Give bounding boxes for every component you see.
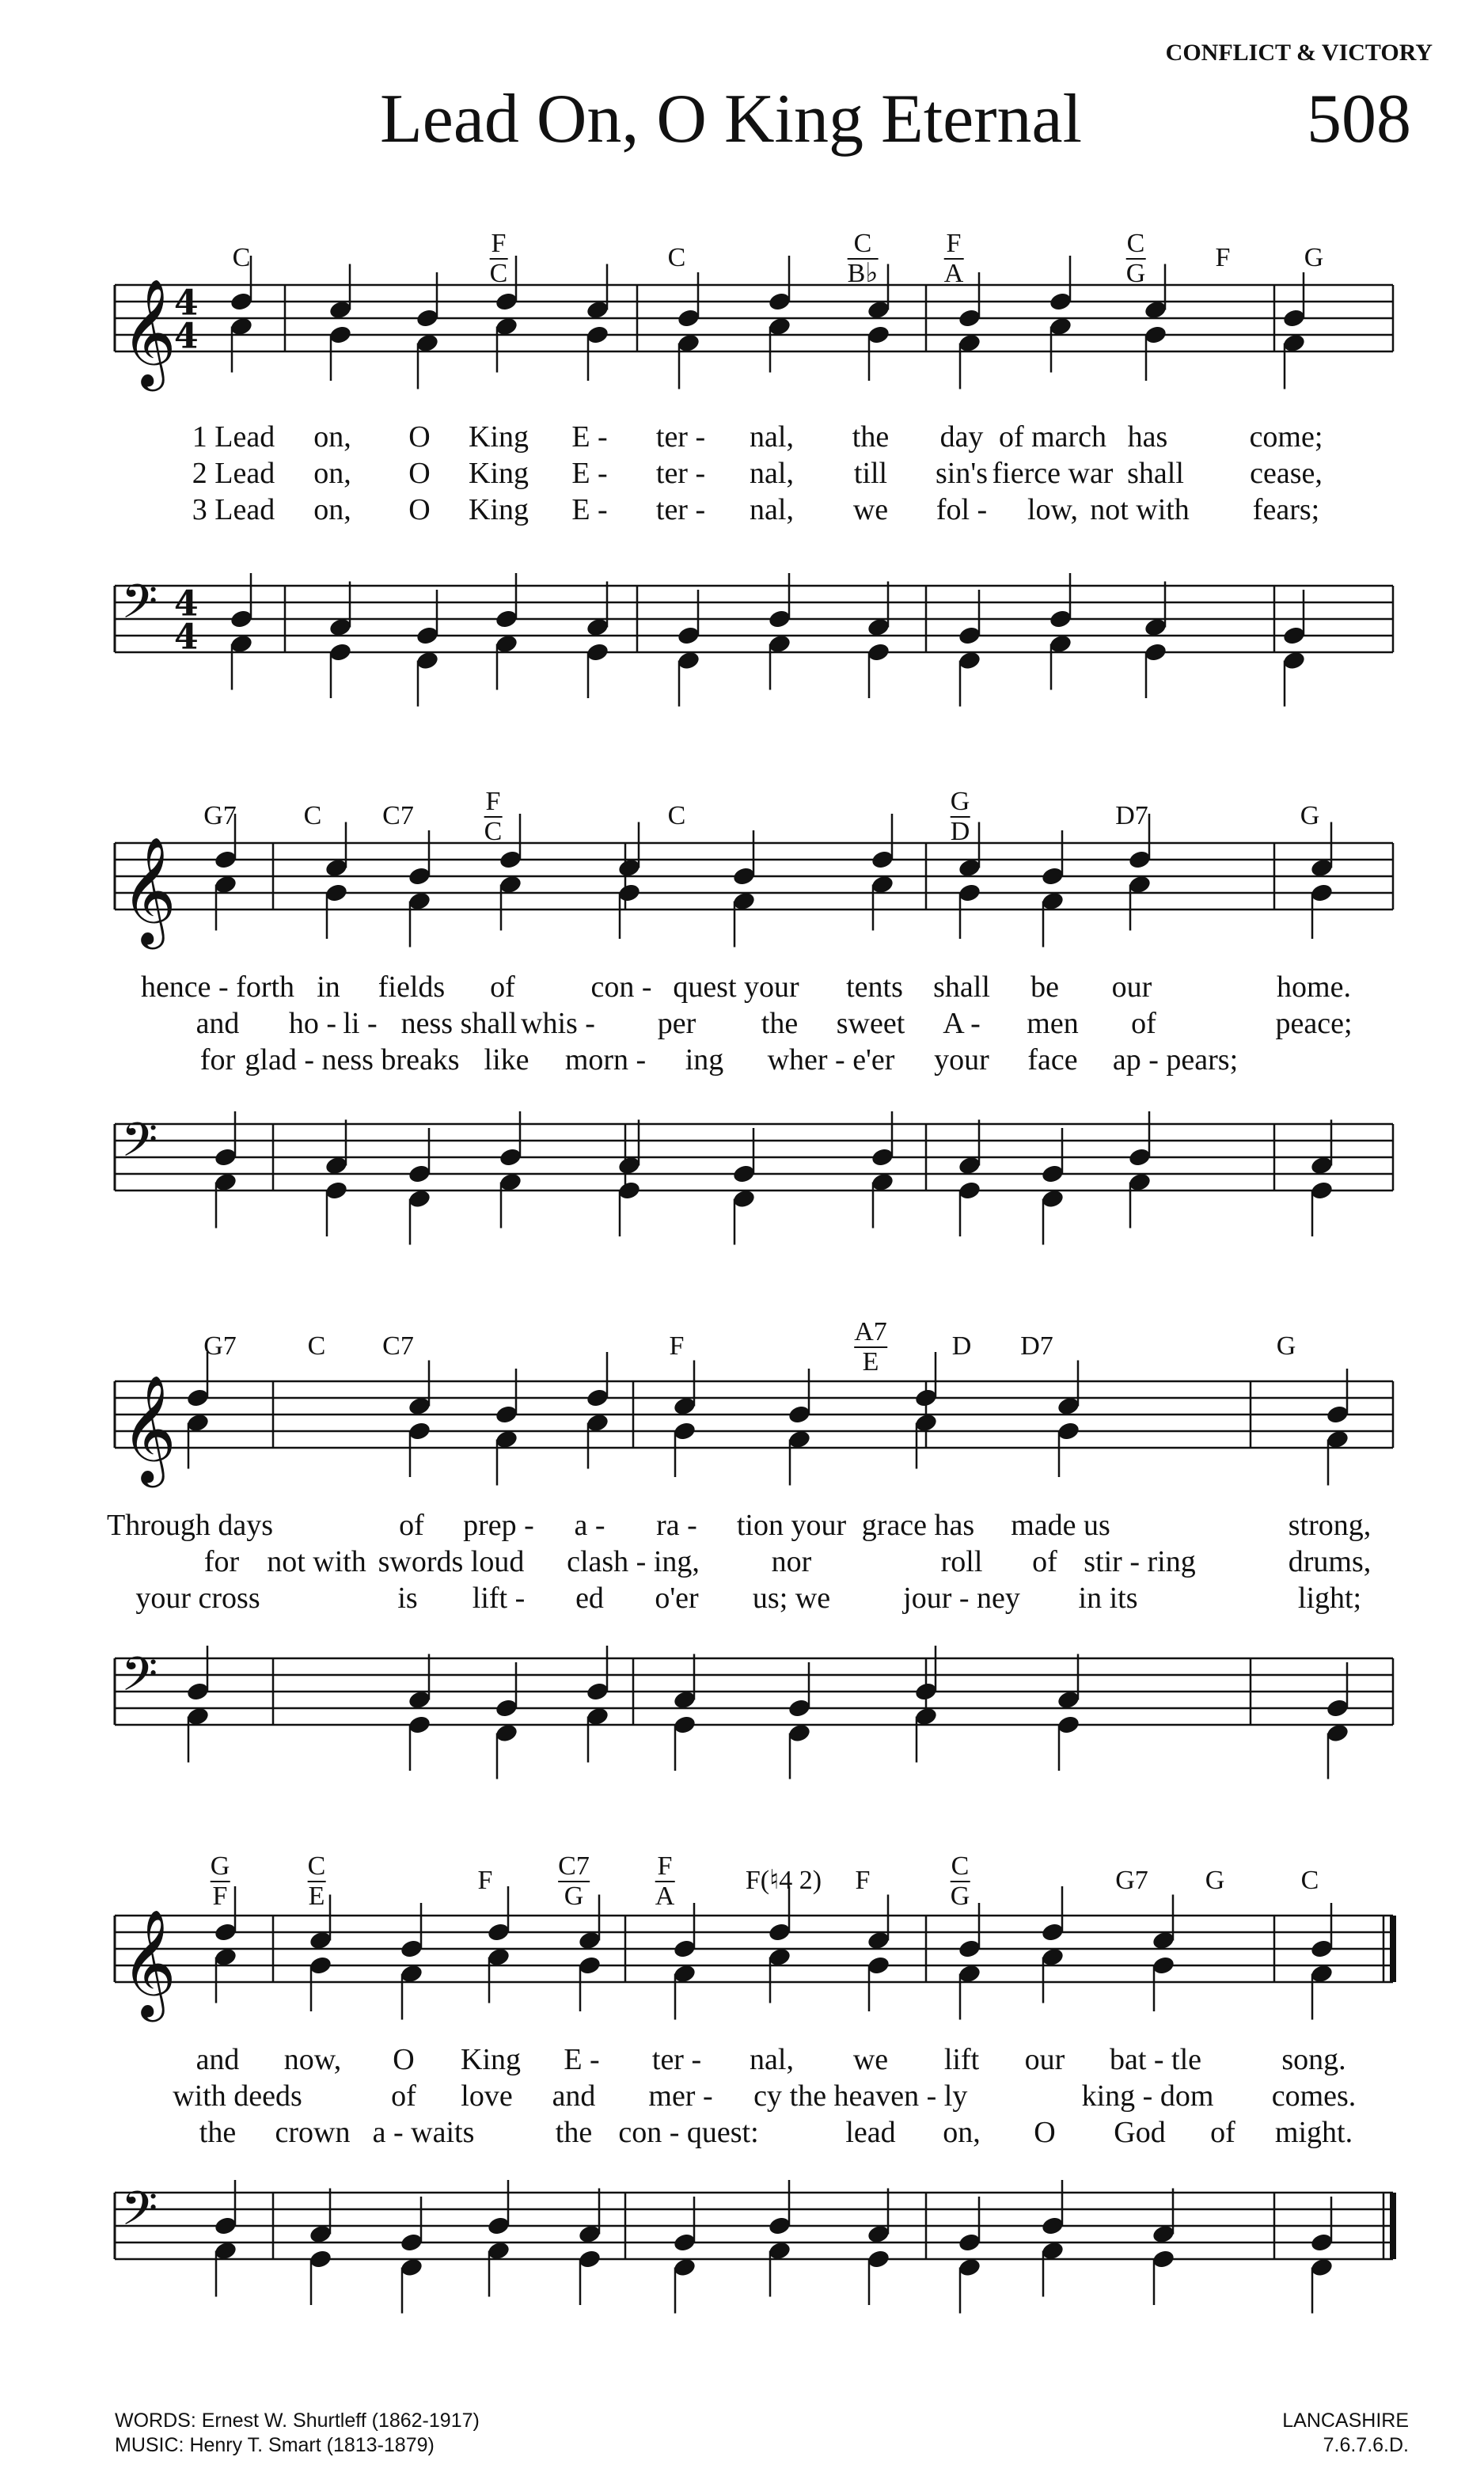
treble-clef-icon: 𝄞	[121, 1373, 176, 1483]
lyric-syllable: on,	[313, 457, 351, 490]
chord-bass: A	[655, 1882, 675, 1911]
lyric-syllable: has	[1127, 420, 1168, 454]
lyric-syllable: prep -	[463, 1509, 534, 1542]
lyric-syllable: of	[1210, 2116, 1235, 2149]
chord-symbol: C	[307, 1331, 326, 1361]
lyric-syllable: the	[761, 1007, 799, 1040]
chord-bass: G	[950, 1882, 970, 1911]
chord-symbol: C	[667, 801, 686, 830]
lyric-syllable: clash - ing,	[567, 1545, 700, 1578]
bass-clef-icon: 𝄢	[121, 1112, 158, 1179]
treble-clef-icon: 𝄞	[121, 835, 176, 944]
lyric-syllable: on,	[313, 420, 351, 454]
chord-root: G	[950, 787, 970, 816]
chord-root: F	[485, 787, 501, 816]
lyric-syllable: now,	[283, 2043, 342, 2076]
lyric-syllable: King	[461, 2043, 521, 2076]
lyric-syllable: of	[1032, 1545, 1057, 1578]
chord-root: A7	[854, 1317, 887, 1346]
chord-symbol: C	[303, 801, 322, 830]
chord-symbol: C7	[382, 1331, 414, 1361]
lyric-syllable: quest your	[673, 970, 799, 1004]
chord-symbol: G	[1205, 1866, 1225, 1895]
treble-clef-icon: 𝄞	[121, 1908, 176, 2017]
lyric-syllable: a -	[574, 1509, 605, 1542]
verse-line-3	[0, 2115, 1484, 2150]
lyric-syllable: o'er	[655, 1582, 699, 1615]
chord-bass: C	[484, 817, 503, 846]
chord-bass: E	[854, 1346, 887, 1377]
bass-clef-icon: 𝄢	[121, 2181, 158, 2247]
lyric-syllable: A -	[943, 1007, 981, 1040]
chord-symbol: C7	[382, 801, 414, 830]
verse-line-3	[0, 1042, 1484, 1077]
lyric-syllable: the heaven - ly	[789, 2079, 968, 2113]
lyric-syllable: nor	[771, 1545, 812, 1578]
verse-line-1	[0, 970, 1484, 1004]
lyric-syllable: on,	[943, 2116, 981, 2149]
lyric-syllable: men	[1027, 1007, 1079, 1040]
verse-line-2	[0, 1006, 1484, 1041]
lyric-syllable: home.	[1277, 970, 1351, 1004]
lyric-syllable: E -	[571, 420, 608, 454]
lyric-syllable: swords loud	[378, 1545, 525, 1578]
lyric-syllable: ho -	[288, 1007, 337, 1040]
lyric-syllable: for	[203, 1545, 240, 1578]
time-signature: 4	[174, 617, 199, 658]
lyric-syllable: our	[1111, 970, 1152, 1004]
lyric-syllable: is	[397, 1582, 418, 1615]
lyric-syllable: song.	[1281, 2043, 1346, 2076]
treble-staff	[0, 1365, 1484, 1500]
verse-line-3	[0, 492, 1484, 527]
chord-root: C7	[558, 1851, 590, 1881]
lyric-syllable: made us	[1011, 1509, 1110, 1542]
chord-symbol: G7	[1115, 1866, 1148, 1895]
time-signature: 4	[174, 283, 199, 324]
section-heading: CONFLICT & VICTORY	[1165, 40, 1433, 66]
hymn-title: Lead On, O King Eternal	[380, 81, 1083, 158]
lyric-syllable: on,	[313, 493, 351, 526]
lyric-syllable: of march	[998, 420, 1107, 454]
lyric-syllable: the	[199, 2116, 237, 2149]
bass-clef-icon: 𝄢	[121, 574, 158, 640]
lyric-syllable: tents	[846, 970, 903, 1004]
lyric-syllable: glad - ness breaks	[245, 1043, 460, 1077]
lyric-syllable: strong,	[1288, 1509, 1372, 1542]
lyric-syllable: wher - e'er	[767, 1043, 895, 1077]
lyric-syllable: nal,	[750, 2043, 794, 2076]
lyric-syllable: comes.	[1271, 2079, 1357, 2113]
lyric-syllable: your	[934, 1043, 989, 1077]
chord-bass: F	[211, 1881, 230, 1911]
chord-symbol: F(♮4 2)	[745, 1866, 822, 1895]
lyric-syllable: love	[461, 2079, 513, 2113]
lyric-syllable: face	[1027, 1043, 1078, 1077]
chord-root: C	[307, 1851, 326, 1881]
lyric-syllable: bat - tle	[1109, 2043, 1202, 2076]
lyric-syllable: E -	[571, 457, 608, 490]
bass-staff	[0, 1108, 1484, 1243]
lyric-syllable: fierce war	[992, 457, 1114, 490]
lyric-syllable: and	[195, 2043, 240, 2076]
chord-root: C	[853, 229, 872, 258]
lyric-syllable: King	[469, 457, 529, 490]
lyric-syllable: and	[552, 2079, 596, 2113]
lyric-syllable: per	[657, 1007, 696, 1040]
lyric-syllable: like	[484, 1043, 529, 1077]
lyric-syllable: 1 Lead	[192, 420, 275, 454]
lyric-syllable: King	[469, 420, 529, 454]
lyric-syllable: jour - ney	[903, 1582, 1020, 1615]
lyric-syllable: nal,	[750, 457, 794, 490]
lyric-syllable: peace;	[1275, 1007, 1353, 1040]
lyric-syllable: lift	[943, 2043, 980, 2076]
lyric-syllable: ness shall	[400, 1007, 518, 1040]
lyric-syllable: in	[317, 970, 340, 1004]
lyric-syllable: be	[1030, 970, 1059, 1004]
lyric-syllable: God	[1114, 2116, 1166, 2149]
verse-line-1	[0, 1508, 1484, 1543]
treble-staff	[0, 827, 1484, 962]
lyric-syllable: O	[408, 420, 431, 454]
lyric-syllable: 2 Lead	[192, 457, 275, 490]
chord-bass: G	[1125, 259, 1146, 288]
lyric-syllable: of	[391, 2079, 416, 2113]
chord-symbol: G	[1276, 1331, 1296, 1361]
lyric-syllable: stir - ring	[1084, 1545, 1196, 1578]
chord-symbol: F	[855, 1866, 871, 1895]
time-signature: 4	[174, 583, 199, 625]
lyric-syllable: roll	[940, 1545, 983, 1578]
hymn-number: 508	[1307, 81, 1411, 158]
lyric-syllable: sweet	[836, 1007, 905, 1040]
chord-symbol: F	[477, 1866, 493, 1895]
lyric-syllable: cease,	[1250, 457, 1323, 490]
lyric-syllable: drums,	[1288, 1545, 1372, 1578]
chord-symbol: G7	[203, 1331, 237, 1361]
verse-line-2	[0, 456, 1484, 491]
lyric-syllable: we	[852, 493, 889, 526]
chord-symbol: D7	[1020, 1331, 1053, 1361]
lyric-syllable: cy	[753, 2079, 782, 2113]
chord-symbol: C	[1300, 1866, 1319, 1895]
lyric-syllable: your cross	[135, 1582, 260, 1615]
lyric-syllable: might.	[1274, 2116, 1353, 2149]
lyric-syllable: our	[1024, 2043, 1065, 2076]
lyric-syllable: ter -	[655, 457, 706, 490]
treble-clef-icon: 𝄞	[121, 277, 176, 386]
chord-symbol: C	[232, 243, 251, 272]
lyric-syllable: fears;	[1252, 493, 1320, 526]
lyric-syllable: king - dom	[1081, 2079, 1214, 2113]
lyric-syllable: come;	[1249, 420, 1323, 454]
lyric-syllable: Through days	[106, 1509, 274, 1542]
lyric-syllable: nal,	[750, 493, 794, 526]
lyric-syllable: light;	[1297, 1582, 1362, 1615]
meter: 7.6.7.6.D.	[1323, 2434, 1409, 2456]
lyric-syllable: shall	[933, 970, 990, 1004]
chord-bass: D	[950, 817, 970, 846]
lyric-syllable: nal,	[750, 420, 794, 454]
tune-name: LANCASHIRE	[1282, 2410, 1409, 2432]
lyric-syllable: not with	[1090, 493, 1190, 526]
lyric-syllable: not with	[267, 1545, 366, 1578]
lyric-syllable: low,	[1027, 493, 1079, 526]
chord-bass: C	[489, 259, 508, 288]
lyric-syllable: in its	[1078, 1582, 1138, 1615]
lyric-syllable: King	[469, 493, 529, 526]
lyric-syllable: con - quest:	[618, 2116, 759, 2149]
lyric-syllable: fields	[378, 970, 446, 1004]
lyric-syllable: day	[939, 420, 984, 454]
lyric-syllable: crown	[275, 2116, 351, 2149]
lyric-syllable: O	[393, 2043, 415, 2076]
treble-staff	[0, 1900, 1484, 2034]
music-credit: MUSIC: Henry T. Smart (1813-1879)	[115, 2434, 435, 2456]
lyric-syllable: and	[195, 1007, 240, 1040]
lyric-syllable: the	[852, 420, 890, 454]
verse-line-2	[0, 2079, 1484, 2113]
verse-line-1	[0, 420, 1484, 454]
bass-staff	[0, 570, 1484, 704]
lyric-syllable: O	[408, 457, 431, 490]
chord-symbol: F	[669, 1331, 685, 1361]
lyric-syllable: the	[555, 2116, 593, 2149]
lyric-syllable: sin's	[936, 457, 988, 490]
lyric-syllable: till	[853, 457, 888, 490]
chord-bass: A	[943, 259, 964, 288]
lyric-syllable: li -	[343, 1007, 378, 1040]
chord-root: G	[210, 1851, 230, 1881]
lyric-syllable: us; we	[752, 1582, 831, 1615]
lyric-syllable: 3 Lead	[192, 493, 275, 526]
bass-clef-icon: 𝄢	[121, 1646, 158, 1713]
chord-symbol: G7	[203, 801, 237, 830]
lyric-syllable: grace has	[861, 1509, 975, 1542]
lyric-syllable: ed	[575, 1582, 604, 1615]
verse-line-3	[0, 1581, 1484, 1616]
lyric-syllable: O	[1034, 2116, 1056, 2149]
lyric-syllable: ter -	[655, 493, 706, 526]
lyric-syllable: of	[490, 970, 515, 1004]
chord-root: C	[1126, 229, 1145, 258]
chord-symbol: D	[951, 1331, 972, 1361]
lyric-syllable: with deeds	[173, 2079, 302, 2113]
chord-symbol: C	[667, 243, 686, 272]
lyric-syllable: ing	[685, 1043, 724, 1077]
chord-symbol: D7	[1115, 801, 1148, 830]
lyric-syllable: O	[408, 493, 431, 526]
chord-root: F	[946, 229, 962, 258]
verse-line-2	[0, 1544, 1484, 1579]
lyric-syllable: lift -	[472, 1582, 526, 1615]
lyric-syllable: for	[199, 1043, 236, 1077]
lyric-syllable: a - waits	[372, 2116, 475, 2149]
lyric-syllable: tion your	[736, 1509, 847, 1542]
chord-root: F	[657, 1851, 673, 1881]
lyric-syllable: mer -	[648, 2079, 713, 2113]
lyric-syllable: morn -	[564, 1043, 647, 1077]
chord-root: C	[951, 1851, 970, 1881]
lyric-syllable: lead	[845, 2116, 896, 2149]
credits	[115, 2409, 480, 2458]
treble-staff	[0, 269, 1484, 404]
bass-staff	[0, 1642, 1484, 1785]
lyric-syllable: hence - forth	[140, 970, 295, 1004]
verse-line-1	[0, 2042, 1484, 2077]
chord-bass: G	[558, 1881, 590, 1911]
lyric-syllable: ter -	[655, 420, 706, 454]
lyric-syllable: E -	[564, 2043, 600, 2076]
lyric-syllable: con -	[590, 970, 652, 1004]
lyric-syllable: of	[399, 1509, 424, 1542]
lyric-syllable: ra -	[656, 1509, 697, 1542]
lyric-syllable: fol -	[936, 493, 988, 526]
lyric-syllable: whis -	[521, 1007, 595, 1040]
time-signature: 4	[174, 316, 199, 357]
words-credit: WORDS: Ernest W. Shurtleff (1862-1917)	[115, 2410, 480, 2432]
lyric-syllable: ap - pears;	[1112, 1043, 1239, 1077]
chord-root: F	[491, 229, 507, 258]
lyric-syllable: shall	[1127, 457, 1184, 490]
lyric-syllable: E -	[571, 493, 608, 526]
chord-bass: E	[308, 1882, 325, 1911]
lyric-syllable: ter -	[651, 2043, 702, 2076]
lyric-syllable: we	[852, 2043, 889, 2076]
chord-symbol: G	[1300, 801, 1320, 830]
bass-staff	[0, 2177, 1484, 2319]
chord-bass: B♭	[847, 259, 879, 288]
tune-info	[1282, 2409, 1409, 2458]
lyric-syllable: of	[1131, 1007, 1156, 1040]
chord-symbol: G	[1304, 243, 1324, 272]
chord-symbol: F	[1215, 243, 1231, 272]
